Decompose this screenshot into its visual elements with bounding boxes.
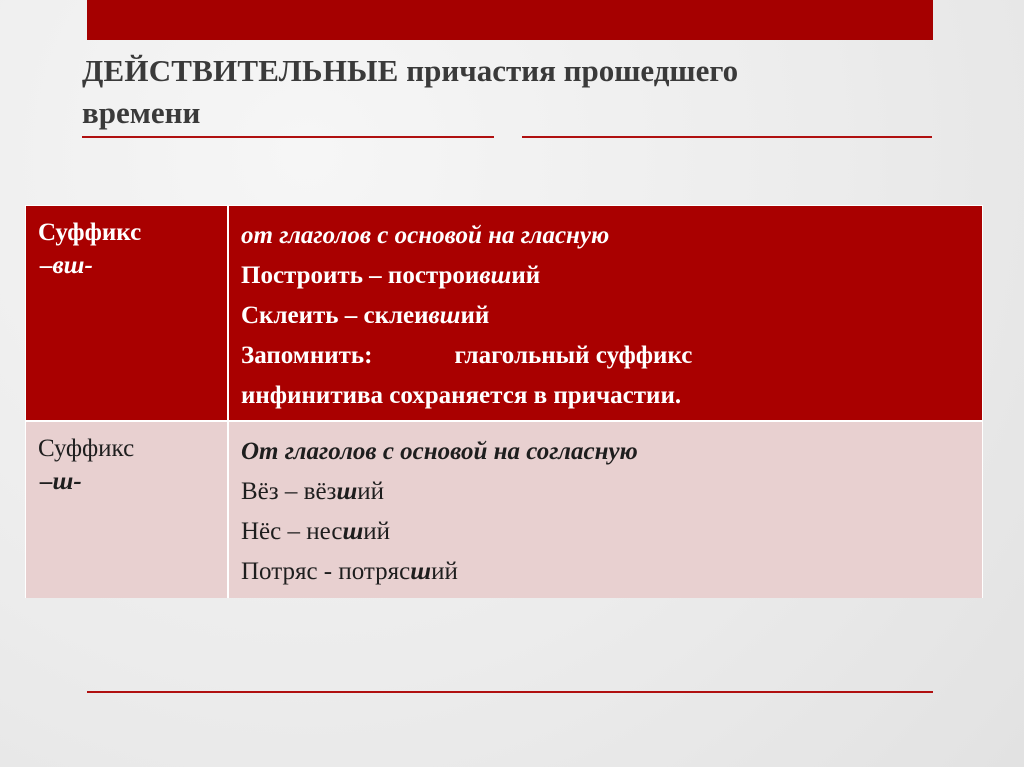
example-suffix: ш bbox=[336, 478, 358, 505]
example-suffix: ш bbox=[342, 518, 364, 545]
note-line: инфинитива сохраняется в причастии. bbox=[241, 382, 682, 409]
example-ending: ий bbox=[357, 478, 385, 505]
rule-heading: от глаголов с основой на гласную bbox=[241, 222, 610, 249]
title-underline-right bbox=[522, 136, 932, 138]
example-line bbox=[241, 296, 982, 336]
row-label-cell bbox=[26, 422, 229, 598]
example-stem: Построить – построи bbox=[241, 262, 480, 289]
suffix-value: –вш- bbox=[40, 252, 93, 279]
example-line bbox=[241, 512, 982, 552]
note-label: Запомнить: bbox=[241, 342, 373, 369]
example-line bbox=[241, 256, 982, 296]
example-ending: ий bbox=[460, 302, 490, 329]
bottom-divider bbox=[87, 691, 933, 693]
row-content-cell bbox=[231, 206, 982, 420]
example-stem: Нёс – нес bbox=[241, 518, 343, 545]
example-stem: Потряс - потряс bbox=[241, 558, 411, 585]
table-row-sh bbox=[26, 420, 982, 598]
title-underline-left bbox=[82, 136, 494, 138]
title-line2: времени bbox=[82, 95, 201, 130]
rule-heading: От глаголов с основой на согласную bbox=[241, 438, 638, 465]
suffix-value: –ш- bbox=[40, 468, 82, 495]
example-ending: ий bbox=[363, 518, 391, 545]
example-stem: Склеить – склеи bbox=[241, 302, 429, 329]
example-suffix: вш bbox=[428, 302, 461, 329]
row-label-cell bbox=[26, 206, 229, 420]
slide-title bbox=[82, 50, 982, 134]
example-suffix: вш bbox=[479, 262, 512, 289]
title-rest: причастия прошедшего bbox=[398, 53, 739, 88]
example-line bbox=[241, 472, 982, 512]
example-ending: ий bbox=[511, 262, 541, 289]
example-line bbox=[241, 552, 982, 592]
note-line bbox=[241, 336, 982, 376]
example-stem: Вёз – вёз bbox=[241, 478, 337, 505]
suffix-label: Суффикс bbox=[38, 219, 142, 246]
suffix-label: Суффикс bbox=[38, 435, 135, 462]
row-content-cell bbox=[231, 422, 982, 598]
suffix-table bbox=[25, 205, 983, 598]
top-accent-bar bbox=[87, 0, 933, 40]
example-ending: ий bbox=[431, 558, 458, 585]
note-text: глагольный суффикс bbox=[454, 342, 693, 369]
example-suffix: ш bbox=[410, 558, 432, 585]
table-row-vsh bbox=[26, 206, 982, 420]
title-caps: ДЕЙСТВИТЕЛЬНЫЕ bbox=[82, 53, 399, 88]
